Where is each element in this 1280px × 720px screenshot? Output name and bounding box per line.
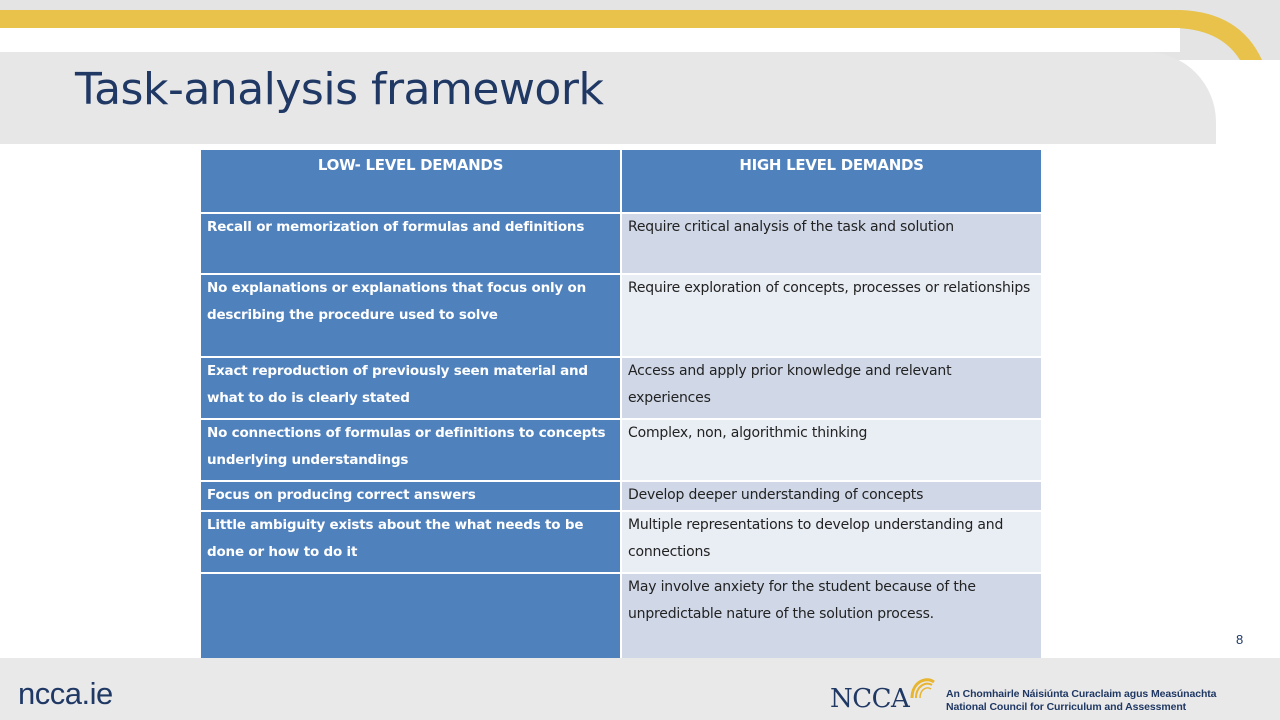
header-low-level-demands: LOW- LEVEL DEMANDS: [200, 149, 621, 213]
top-decorative-band: [0, 0, 1280, 60]
high-demand-cell: Require exploration of concepts, processes or relationships: [621, 274, 1042, 357]
low-demand-cell: [200, 573, 621, 665]
high-demand-cell: Require critical analysis of the task and solution: [621, 213, 1042, 274]
slide-title: Task-analysis framework: [75, 64, 604, 115]
high-demand-cell: May involve anxiety for the student because of the unpredictable nature of the solution process.: [621, 573, 1042, 665]
table-row: [200, 511, 1042, 573]
table-row: [200, 213, 1042, 274]
low-demand-cell: Little ambiguity exists about the what needs to be done or how to do it: [200, 511, 621, 573]
ncca-wordmark: NCCA: [830, 684, 910, 714]
high-demand-cell: Access and apply prior knowledge and relevant experiences: [621, 357, 1042, 419]
table-row: [200, 573, 1042, 665]
table-row: [200, 357, 1042, 419]
council-name-english: National Council for Curriculum and Assessment: [946, 701, 1187, 713]
low-demand-cell: Recall or memorization of formulas and definitions: [200, 213, 621, 274]
task-analysis-table: [199, 148, 1043, 666]
header-high-level-demands: HIGH LEVEL DEMANDS: [621, 149, 1042, 213]
high-demand-cell: Complex, non, algorithmic thinking: [621, 419, 1042, 481]
footer-url: ncca.ie: [18, 676, 113, 711]
high-demand-cell: Multiple representations to develop understanding and connections: [621, 511, 1042, 573]
low-demand-cell: Exact reproduction of previously seen material and what to do is clearly stated: [200, 357, 621, 419]
table-row: [200, 481, 1042, 511]
page-number: 8: [1236, 632, 1244, 647]
table-row: [200, 274, 1042, 357]
table-header-row: [200, 149, 1042, 213]
table-row: [200, 419, 1042, 481]
low-demand-cell: Focus on producing correct answers: [200, 481, 621, 511]
low-demand-cell: No connections of formulas or definitions to concepts underlying understandings: [200, 419, 621, 481]
council-name-irish: An Chomhairle Náisiúnta Curaclaim agus Measúnachta: [946, 688, 1217, 700]
high-demand-cell: Develop deeper understanding of concepts: [621, 481, 1042, 511]
low-demand-cell: No explanations or explanations that focus only on describing the procedure used to solve: [200, 274, 621, 357]
